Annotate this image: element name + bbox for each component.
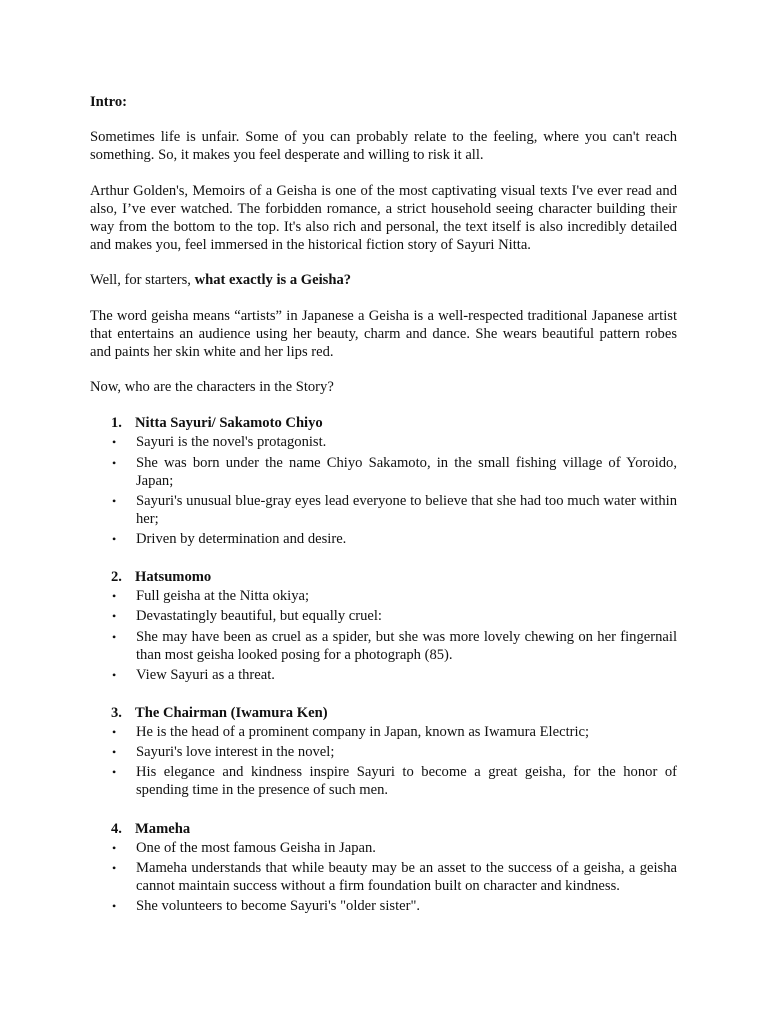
geisha-question: what exactly is a Geisha? — [194, 272, 352, 289]
list-item-text: One of the most famous Geisha in Japan. — [136, 839, 376, 856]
bullet-icon: • — [112, 589, 117, 604]
list-item-text: Sayuri's love interest in the novel; — [136, 744, 335, 761]
list-item — [90, 666, 677, 684]
character-title — [90, 819, 677, 839]
character-number: 3. — [111, 705, 122, 722]
character-number: 1. — [111, 415, 122, 432]
list-item-text: View Sayuri as a threat. — [136, 666, 275, 683]
list-item-text: She was born under the name Chiyo Sakamoto, in the small fishing village of Yoroido, Japan; — [136, 454, 677, 489]
character-section — [90, 567, 677, 684]
document-page — [90, 93, 677, 934]
bullet-icon: • — [112, 455, 117, 470]
paragraph-intro: Sometimes life is unfair. Some of you can probably relate to the feeling, where you can't reach something. So, it makes you feel desperate and willing to risk it all. — [90, 129, 677, 164]
character-title — [90, 413, 677, 433]
list-item-text: Devastatingly beautiful, but equally cruel: — [136, 608, 382, 625]
intro-heading: Intro: — [90, 94, 128, 110]
character-title — [90, 703, 677, 723]
bullet-icon: • — [112, 532, 117, 547]
paragraph-memoirs: Arthur Golden's, Memoirs of a Geisha is one of the most captivating visual texts I've ever read and also, I’ve ever watched. The forbidden romance, a strict household seeing character building their way from the bottom to the top. It's also rich and personal, the text itself is also incredibly detailed and makes you, feel immersed in the historical fiction story of Sayuri Nitta. — [90, 182, 677, 254]
list-item — [90, 743, 677, 761]
list-item-text: He is the head of a prominent company in Japan, known as Iwamura Electric; — [136, 724, 590, 741]
list-item — [90, 454, 677, 490]
list-item — [90, 433, 677, 451]
bullet-icon: • — [112, 629, 117, 644]
list-item-text: Sayuri is the novel's protagonist. — [136, 434, 327, 451]
bullet-icon: • — [112, 493, 117, 508]
character-bullet-list — [90, 433, 677, 548]
character-section — [90, 819, 677, 916]
character-number: 2. — [111, 569, 122, 586]
list-item-text: Full geisha at the Nitta okiya; — [136, 588, 310, 605]
character-title — [90, 567, 677, 587]
bullet-icon: • — [112, 725, 117, 740]
paragraph-geisha-definition: The word geisha means “artists” in Japanese a Geisha is a well-respected traditional Japanese artist that entertains an audience using her beauty, charm and dance. She wears beautiful pattern robes and paints her skin white and her lips red. — [90, 307, 677, 361]
list-item — [90, 607, 677, 625]
character-number: 4. — [111, 820, 122, 837]
list-item-text: She volunteers to become Sayuri's "older sister". — [136, 898, 421, 914]
character-bullet-list — [90, 839, 677, 916]
bullet-icon: • — [112, 609, 117, 624]
list-item-text: His elegance and kindness inspire Sayuri to become a great geisha, for the honor of spending time in the presence of such men. — [136, 764, 677, 799]
list-item — [90, 897, 677, 915]
character-section — [90, 413, 677, 548]
bullet-icon: • — [112, 860, 117, 875]
list-item — [90, 492, 677, 528]
list-item — [90, 723, 677, 741]
bullet-icon: • — [112, 899, 117, 913]
bullet-icon: • — [112, 840, 117, 855]
character-name: Mameha — [135, 820, 191, 837]
list-item-text: Driven by determination and desire. — [136, 531, 347, 548]
starters-lead-text: Well, for starters, — [90, 272, 195, 289]
list-item — [90, 859, 677, 895]
bullet-icon: • — [112, 745, 117, 760]
list-item — [90, 530, 677, 548]
paragraph-characters-question: Now, who are the characters in the Story? — [90, 379, 334, 396]
paragraph-starters — [90, 271, 677, 289]
character-bullet-list — [90, 723, 677, 800]
list-item-text: Sayuri's unusual blue-gray eyes lead everyone to believe that she had too much water within her; — [136, 492, 677, 528]
bullet-icon: • — [112, 765, 117, 780]
character-name: The Chairman (Iwamura Ken) — [135, 705, 328, 722]
list-item — [90, 628, 677, 664]
character-bullet-list — [90, 587, 677, 684]
character-section — [90, 703, 677, 800]
list-item — [90, 763, 677, 799]
bullet-icon: • — [112, 435, 117, 450]
list-item-text: She may have been as cruel as a spider, but she was more lovely chewing on her fingernail than most geisha looked posing for a photograph (85). — [136, 628, 677, 663]
character-name: Hatsumomo — [135, 569, 212, 586]
list-item-text: Mameha understands that while beauty may be an asset to the success of a geisha, a geisha cannot maintain success without a firm foundation built on character and kindness. — [136, 859, 677, 894]
character-name: Nitta Sayuri/ Sakamoto Chiyo — [135, 415, 323, 432]
bullet-icon: • — [112, 667, 117, 682]
list-item — [90, 839, 677, 857]
list-item — [90, 587, 677, 605]
